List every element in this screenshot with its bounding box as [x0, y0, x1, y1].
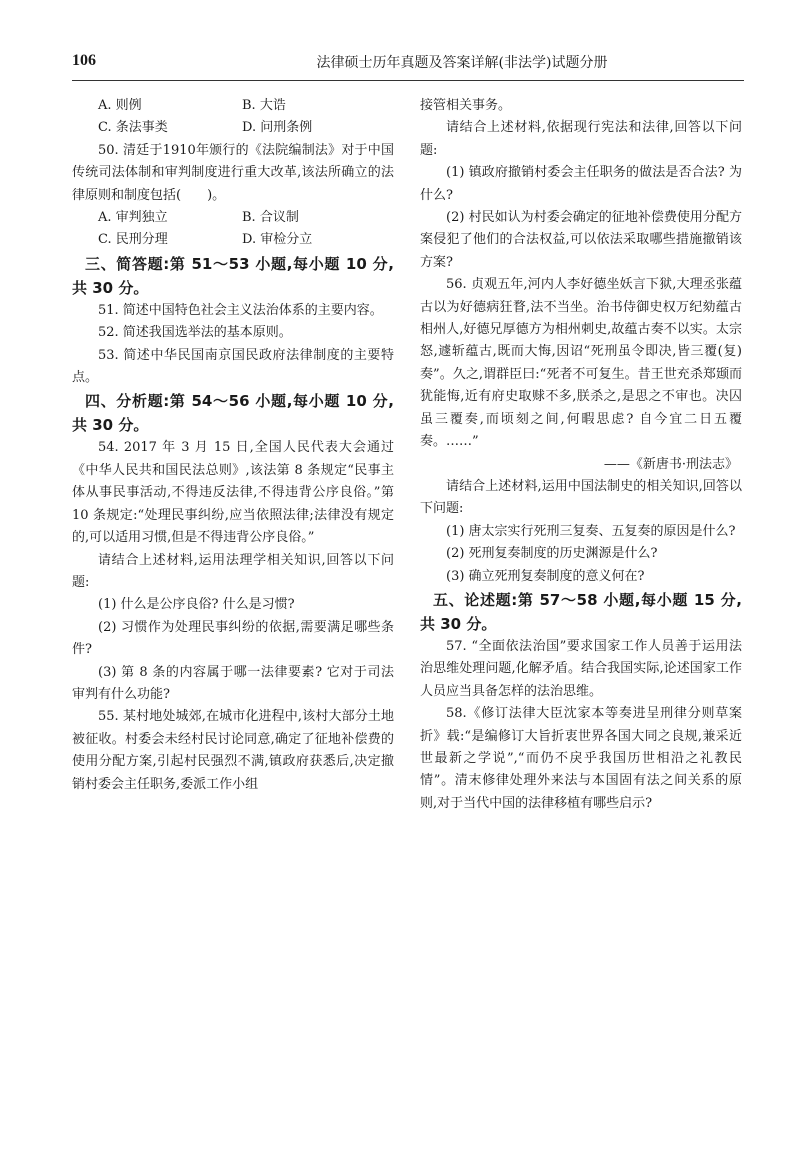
q54-instruction: 请结合上述材料,运用法理学相关知识,回答以下问题:	[72, 552, 394, 590]
q49-option-a: A. 则例	[98, 98, 142, 113]
book-title: 法律硕士历年真题及答案详解(非法学)试题分册	[316, 55, 608, 71]
q55-instruction: 请结合上述材料,依据现行宪法和法律,回答以下问题:	[420, 120, 742, 158]
q54-sub-3: (3) 第 8 条的内容属于哪一法律要素? 它对于司法审判有什么功能?	[72, 664, 394, 702]
section-5-heading: 五、论述题:第 57～58 小题,每小题 15 分,共 30 分。	[420, 590, 742, 633]
header-divider	[72, 80, 744, 81]
q55-stem: 55. 某村地处城郊,在城市化进程中,该村大部分土地被征收。村委会未经村民讨论同意,确定了征地补偿费的使用分配方案,引起村民强烈不满,镇政府获悉后,决定撤销村委会主任职务,委派工作小组	[72, 709, 394, 792]
q56-stem: 56. 贞观五年,河内人李好德坐妖言下狱,大理丞张蕴古以为好德病狂瞀,法不当坐。治书侍御史权万纪劾蕴古相州人,好德兄厚德方为相州刺史,故蕴古奏不以实。太宗怒,遽斩蕴古,既而大悔,因诏“死刑虽令即决,皆三覆(复)奏”。久之,谓群臣曰:“死者不可复生。昔王世充杀郑颋而犹能悔,近有府史取赇不多,朕杀之,是思之不审也。决囚虽三覆奏,而顷刻之间,何暇思虑? 自今宜二日五覆奏。……”	[420, 277, 742, 450]
q49-option-b: B. 大诰	[242, 98, 286, 113]
q50-option-b: B. 合议制	[242, 210, 299, 226]
q56-sub-3: (3) 确立死刑复奏制度的意义何在?	[446, 568, 645, 584]
q54-stem: 54. 2017 年 3 月 15 日,全国人民代表大会通过《中华人民共和国民法总则》,该法第 8 条规定“民事主体从事民事活动,不得违反法律,不得违背公序良俗。”第 10 条规定:“处理民事纠纷,应当依照法律;法律没有规定的,可以适用习惯,但是不得违背公序良俗。”	[72, 440, 394, 546]
q56-sub-2: (2) 死刑复奏制度的历史渊源是什么?	[446, 546, 658, 562]
page-header	[72, 52, 744, 78]
q50-options-row-1	[72, 207, 394, 229]
q55-stem-continued: 接管相关事务。	[420, 98, 512, 113]
q58: 58.《修订法律大臣沈家本等奏进呈刑律分则草案折》载:“是编修订大旨折衷世界各国大同之良规,兼采近世最新之学说”,“而仍不戾乎我国历世相沿之礼教民情”。清末修律处理外来法与本国固有法之间关系的原则,对于当代中国的法律移植有哪些启示?	[420, 706, 742, 811]
section-3-heading: 三、简答题:第 51～53 小题,每小题 10 分,共 30 分。	[72, 254, 394, 297]
q52: 52. 简述我国选举法的基本原则。	[98, 325, 292, 341]
q56-instruction: 请结合上述材料,运用中国法制史的相关知识,回答以下问题:	[420, 478, 742, 517]
q57: 57. “全面依法治国”要求国家工作人员善于运用法治思维处理问题,化解矛盾。结合我国实际,论述国家工作人员应当具备怎样的法治思维。	[420, 638, 742, 699]
q54-sub-2: (2) 习惯作为处理民事纠纷的依据,需要满足哪些条件?	[72, 619, 394, 658]
left-column	[72, 95, 394, 796]
q50-options-row-2	[72, 229, 394, 251]
q54-sub-1: (1) 什么是公序良俗? 什么是习惯?	[98, 597, 295, 613]
q53: 53. 简述中华民国南京国民政府法律制度的主要特点。	[72, 347, 394, 386]
q55-sub-1: (1) 镇政府撤销村委会主任职务的做法是否合法? 为什么?	[420, 165, 742, 203]
q50-option-c: C. 民刑分理	[98, 232, 168, 248]
section-4-heading: 四、分析题:第 54～56 小题,每小题 10 分,共 30 分。	[72, 392, 394, 435]
q49-option-c: C. 条法事类	[98, 120, 168, 136]
q56-source: ——《新唐书·刑法志》	[603, 456, 738, 472]
right-column	[420, 95, 742, 815]
q49-options-row-1	[72, 95, 394, 117]
q49-option-d: D. 问刑条例	[242, 120, 313, 136]
q50-option-d: D. 审检分立	[242, 232, 313, 248]
page-number: 106	[72, 52, 96, 69]
q50-stem: 50. 清廷于1910年颁行的《法院编制法》对于中国传统司法体制和审判制度进行重大改革,该法所确立的法律原则和制度包括( )。	[72, 142, 394, 203]
q49-options-row-2	[72, 117, 394, 139]
q55-sub-2: (2) 村民如认为村委会确定的征地补偿费使用分配方案侵犯了他们的合法权益,可以依法采取哪些措施撤销该方案?	[420, 210, 742, 270]
q56-sub-1: (1) 唐太宗实行死刑三复奏、五复奏的原因是什么?	[446, 523, 736, 539]
q50-option-a: A. 审判独立	[98, 210, 168, 226]
q51: 51. 简述中国特色社会主义法治体系的主要内容。	[98, 302, 383, 318]
